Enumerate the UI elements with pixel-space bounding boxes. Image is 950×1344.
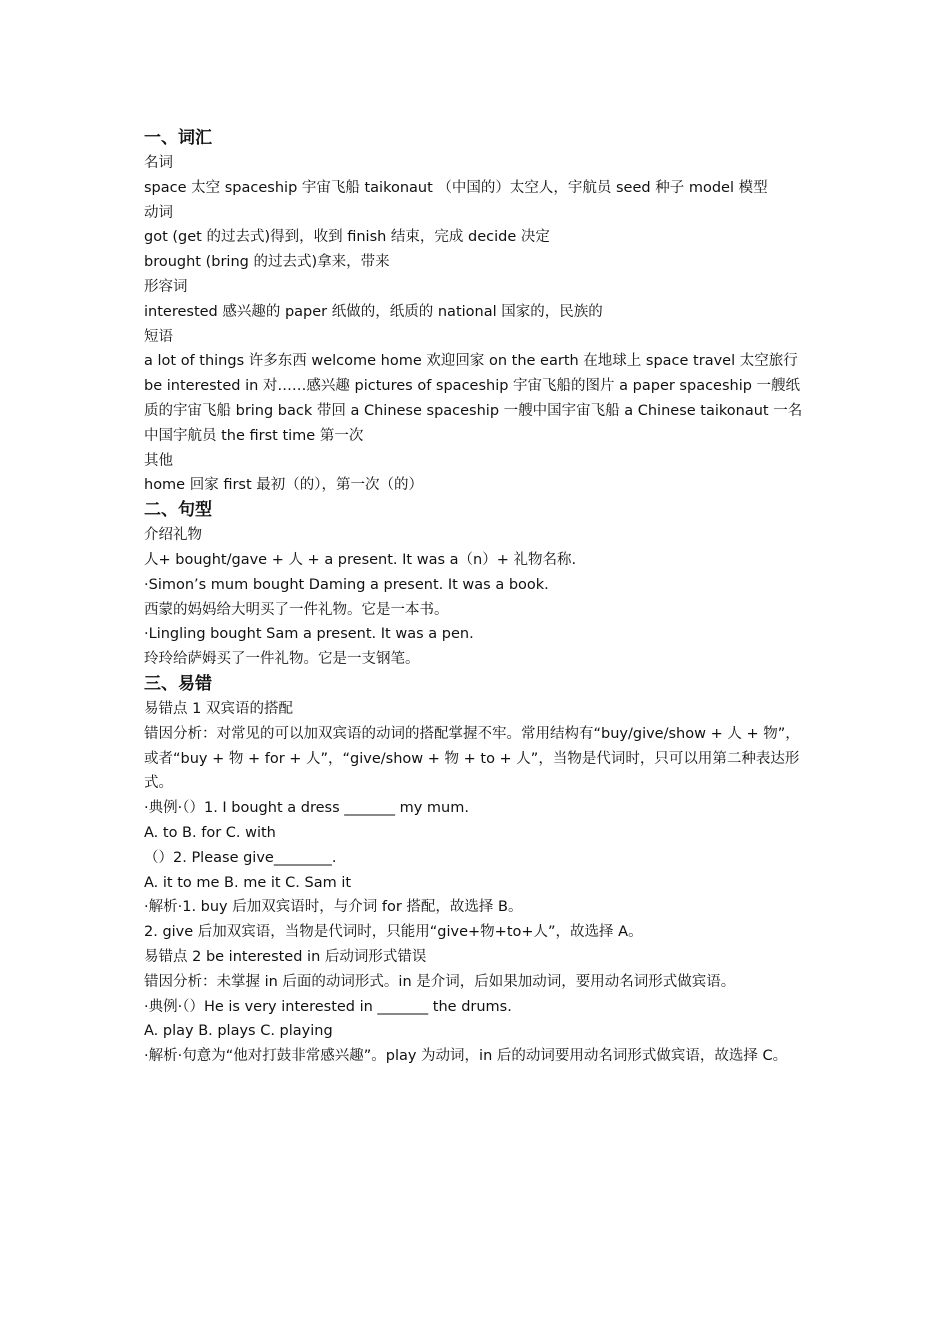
example-sentence-2: ·Lingling bought Sam a present. It was a pen. bbox=[144, 626, 474, 643]
explanation-3: ·解析·句意为“他对打鼓非常感兴趣”。play 为动词，in 后的动词要用动名词形式做宾语，故选择 C。 bbox=[144, 1048, 788, 1065]
example-sentence-1: ·Simon’s mum bought Daming a present. It was a book. bbox=[144, 576, 549, 593]
section-heading-sentence-patterns: 二、句型 bbox=[144, 500, 212, 521]
error-point-2-title: 易错点 2 be interested in 后动词形式错误 bbox=[144, 948, 427, 965]
verbs-line-2: brought (bring 的过去式)拿来，带来 bbox=[144, 254, 390, 271]
example-question-2-options: A. it to me B. me it C. Sam it bbox=[144, 874, 352, 891]
section-heading-vocabulary: 一、词汇 bbox=[144, 128, 212, 148]
subheading-others: 其他 bbox=[144, 452, 173, 469]
error-point-1-analysis: 错因分析：对常见的可以加双宾语的动词的搭配掌握不牢。常用结构有“buy/give/show + 人 + 物”，或者“buy + 物 + for + 人”，“give/show + 物 + to + 人”，当物是代词时，只可以用第二种表达形式。 bbox=[144, 725, 800, 792]
subheading-phrases: 短语 bbox=[144, 328, 173, 345]
example-question-1-options: A. to B. for C. with bbox=[144, 824, 276, 841]
section-heading-common-errors: 三、易错 bbox=[144, 673, 212, 694]
adjectives-line: interested 感兴趣的 paper 纸做的，纸质的 national 国家的，民族的 bbox=[144, 303, 603, 320]
error-point-2-analysis: 错因分析：未掌握 in 后面的动词形式。in 是介词，后如果加动词，要用动名词形式做宾语。 bbox=[144, 973, 736, 990]
subheading-adjectives: 形容词 bbox=[144, 278, 188, 295]
example-translation-2: 玲玲给萨姆买了一件礼物。它是一支钢笔。 bbox=[144, 651, 420, 668]
others-line: home 回家 first 最初（的），第一次（的） bbox=[144, 477, 424, 494]
nouns-line: space 太空 spaceship 宇宙飞船 taikonaut （中国的）太空人，宇航员 seed 种子 model 模型 bbox=[144, 179, 768, 196]
pattern-line: 人+ bought/gave + 人 + a present. It was a（n）+ 礼物名称. bbox=[144, 551, 577, 568]
explanation-1: ·解析·1. buy 后加双宾语时，与介词 for 搭配，故选择 B。 bbox=[144, 899, 523, 916]
document-body bbox=[144, 126, 808, 1069]
subheading-verbs: 动词 bbox=[144, 204, 173, 221]
example-question-2: （）2. Please give________. bbox=[144, 849, 337, 866]
error-point-1-title: 易错点 1 双宾语的搭配 bbox=[144, 700, 293, 717]
example-question-3: ·典例·（）He is very interested in _______ the drums. bbox=[144, 998, 512, 1015]
phrases-paragraph: a lot of things 许多东西 welcome home 欢迎回家 on the earth 在地球上 space travel 太空旅行 be interested in 对……感兴趣 pictures of spaceship 宇宙飞船的图片 a paper spaceship 一艘纸质的宇宙飞船 bring back 带回 a Chinese spaceship 一艘中国宇宙飞船 a Chinese taikonaut 一名中国宇航员 the first time 第一次 bbox=[144, 353, 803, 444]
example-question-3-options: A. play B. plays C. playing bbox=[144, 1023, 333, 1040]
example-question-1: ·典例·（）1. I bought a dress _______ my mum. bbox=[144, 800, 469, 817]
subheading-introduce-gift: 介绍礼物 bbox=[144, 527, 202, 544]
example-translation-1: 西蒙的妈妈给大明买了一件礼物。它是一本书。 bbox=[144, 601, 449, 618]
explanation-2: 2. give 后加双宾语，当物是代词时，只能用“give+物+to+人”，故选择 A。 bbox=[144, 924, 643, 941]
verbs-line-1: got (get 的过去式)得到，收到 finish 结束，完成 decide 决定 bbox=[144, 229, 550, 246]
subheading-nouns: 名词 bbox=[144, 155, 173, 171]
